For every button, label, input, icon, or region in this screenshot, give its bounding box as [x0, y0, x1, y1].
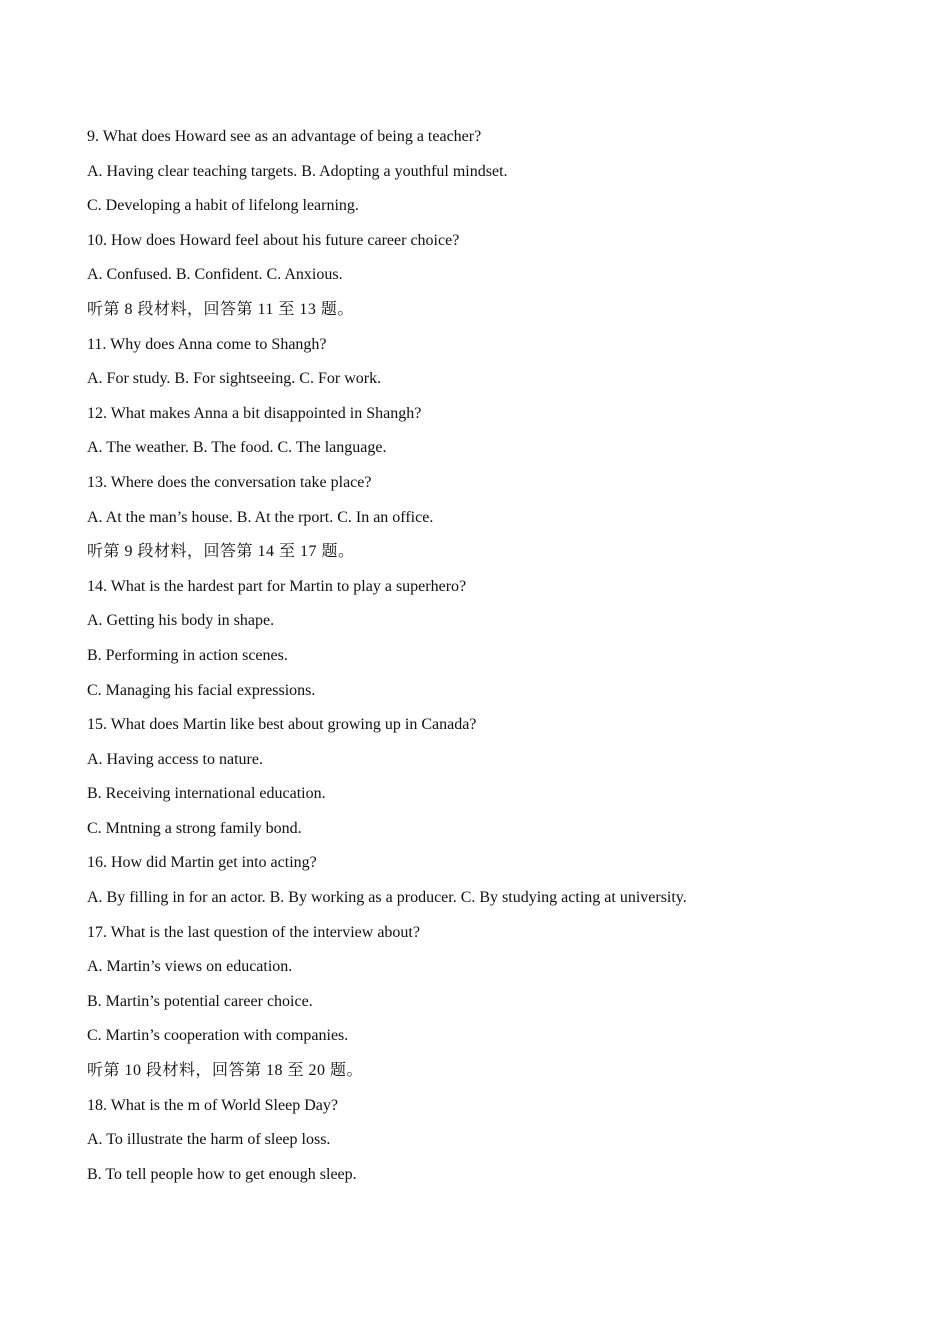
question-text: 18. What is the m of World Sleep Day?: [87, 1096, 338, 1114]
answer-options: A. By filling in for an actor. B. By working as a producer. C. By studying acting at university.: [87, 889, 687, 907]
answer-options: A. At the man’s house. B. At the rport. C. In an office.: [87, 508, 434, 526]
answer-options: C. Developing a habit of lifelong learning.: [87, 197, 359, 215]
question-text: 16. How did Martin get into acting?: [87, 854, 317, 872]
answer-options: A. The weather. B. The food. C. The language.: [87, 439, 387, 457]
answer-options: B. Martin’s potential career choice.: [87, 992, 313, 1010]
question-text: 17. What is the last question of the interview about?: [87, 923, 420, 941]
answer-options: A. Confused. B. Confident. C. Anxious.: [87, 266, 343, 284]
answer-options: A. Having access to nature.: [87, 750, 263, 768]
answer-options: C. Martin’s cooperation with companies.: [87, 1027, 349, 1045]
question-text: 10. How does Howard feel about his future career choice?: [87, 231, 460, 249]
answer-options: A. Martin’s views on education.: [87, 958, 293, 976]
answer-options: C. Managing his facial expressions.: [87, 681, 316, 699]
section-instruction: 听第 9 段材料，回答第 14 至 17 题。: [87, 543, 355, 561]
document-body: [87, 124, 887, 1196]
question-text: 15. What does Martin like best about growing up in Canada?: [87, 716, 477, 734]
answer-options: A. Getting his body in shape.: [87, 612, 275, 630]
question-text: 12. What makes Anna a bit disappointed in Shangh?: [87, 404, 422, 422]
question-text: 14. What is the hardest part for Martin to play a superhero?: [87, 577, 467, 595]
answer-options: B. Performing in action scenes.: [87, 646, 288, 664]
question-text: 11. Why does Anna come to Shangh?: [87, 335, 327, 353]
section-instruction: 听第 8 段材料，回答第 11 至 13 题。: [87, 300, 354, 318]
question-text: 9. What does Howard see as an advantage of being a teacher?: [87, 128, 482, 145]
answer-options: A. For study. B. For sightseeing. C. For work.: [87, 370, 382, 388]
section-instruction: 听第 10 段材料，回答第 18 至 20 题。: [87, 1062, 364, 1080]
answer-options: A. Having clear teaching targets. B. Adopting a youthful mindset.: [87, 162, 508, 180]
answer-options: B. Receiving international education.: [87, 785, 326, 803]
question-text: 13. Where does the conversation take place?: [87, 473, 372, 491]
answer-options: C. Mntning a strong family bond.: [87, 819, 302, 837]
answer-options: A. To illustrate the harm of sleep loss.: [87, 1131, 331, 1149]
answer-options: B. To tell people how to get enough sleep.: [87, 1165, 357, 1183]
